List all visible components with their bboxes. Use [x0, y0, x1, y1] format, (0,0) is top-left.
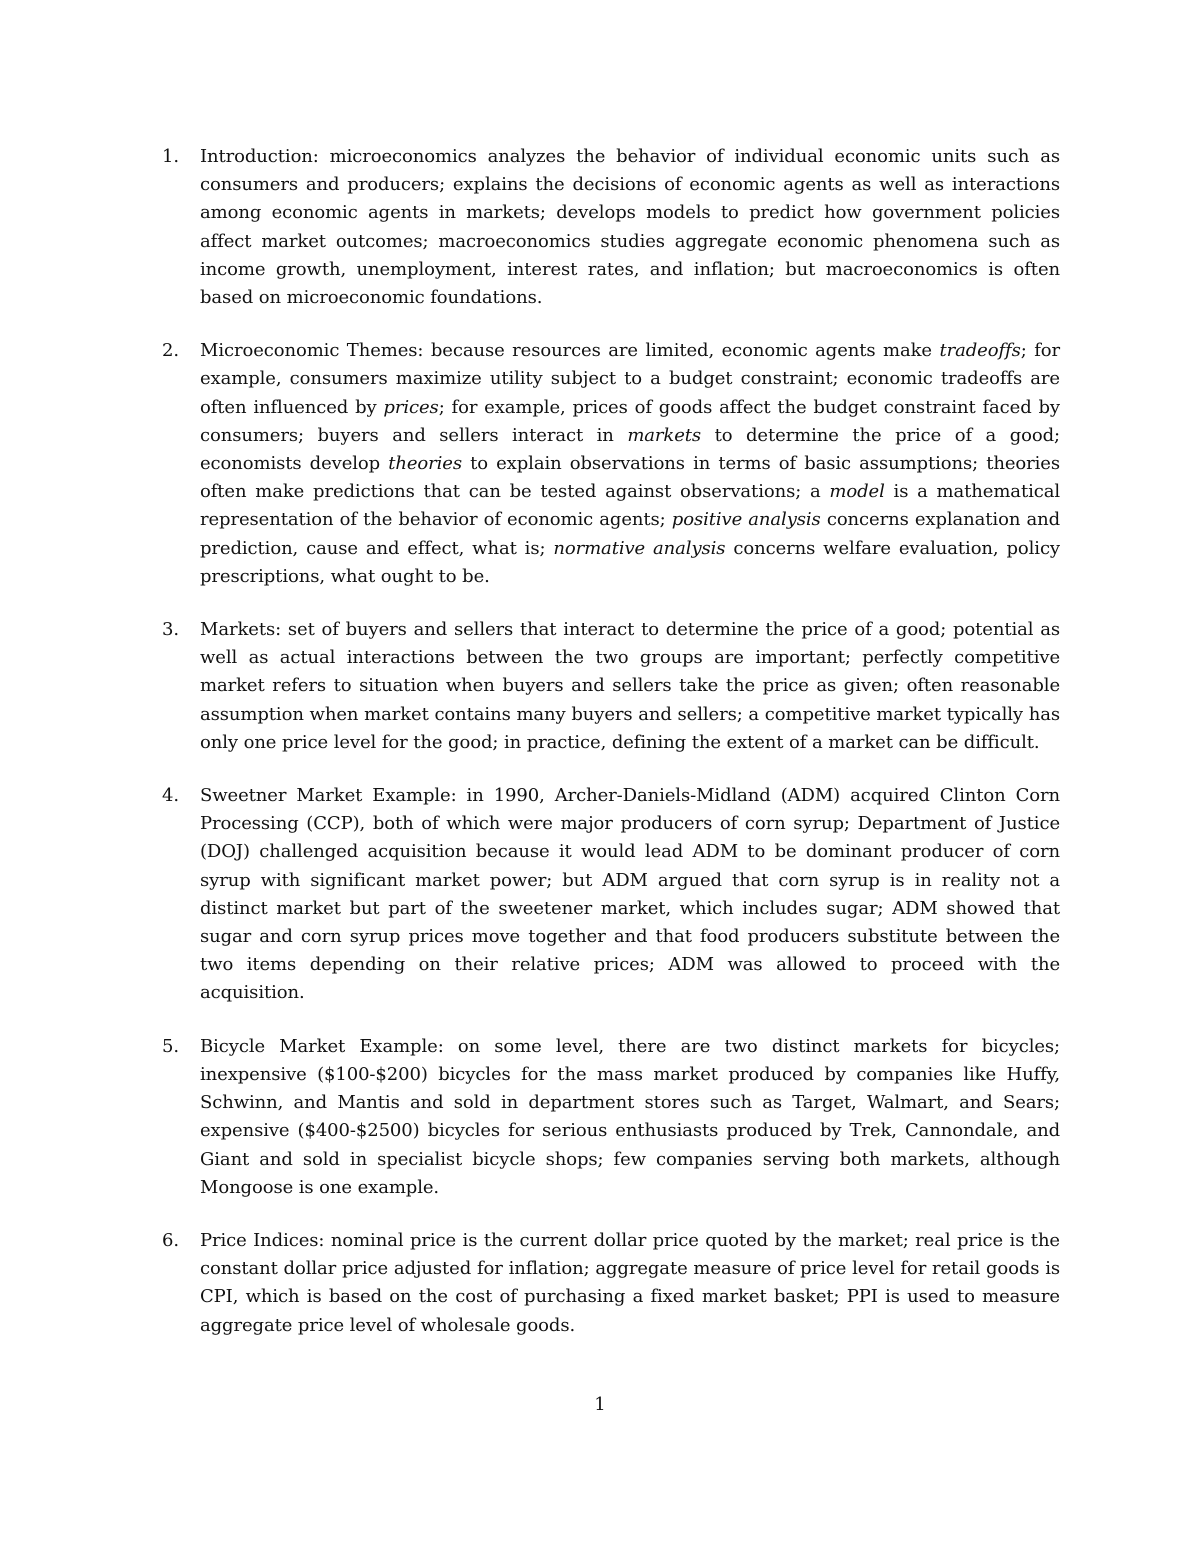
numbered-item-list	[162, 143, 1060, 1365]
text-segment: Markets: set of buyers and sellers that interact to determine the price of a good; potential as well as actual interactions between the two groups are important; perfectly competitive market refers to situation when buyers and sellers take the price as given; often reasonable assumption when market contains many buyers and sellers; a competitive market typically has only one price level for the good; in practice, defining the extent of a market can be difficult.	[200, 619, 1060, 753]
emphasized-term: positive analysis	[671, 509, 821, 531]
item-text	[200, 1036, 1060, 1198]
item-text	[200, 619, 1060, 753]
list-item	[162, 143, 1060, 312]
text-segment: Microeconomic Themes: because resources are limited, economic agents make	[200, 340, 940, 362]
list-item	[162, 782, 1060, 1008]
text-segment: is a mathematical representation of the behavior of economic agents;	[200, 481, 1060, 531]
text-segment: Price Indices: nominal price is the current dollar price quoted by the market; real price is the constant dollar price adjusted for inflation; aggregate measure of price level for retail goods is CPI, which is based on the cost of purchasing a fixed market basket; PPI is used to measure aggregate price level of wholesale goods.	[200, 1229, 1060, 1336]
list-item	[162, 616, 1060, 757]
item-text	[200, 340, 1060, 587]
list-item	[162, 337, 1060, 591]
text-segment: Introduction: microeconomics analyzes the behavior of individual economic units such as consumers and producers; explains the decisions of economic agents as well as interactions among economic agents in markets; develops models to predict how government policies affect market outcomes; macroeconomics studies aggregate economic phenomena such as income growth, unemployment, interest rates, and inflation; but macroeconomics is often based on microeconomic foundations.	[200, 146, 1060, 309]
list-item	[162, 1033, 1060, 1202]
item-number: 5.	[162, 1035, 179, 1057]
text-segment: concerns explanation and prediction, cause and effect, what is;	[200, 509, 1061, 559]
emphasized-term: markets	[627, 424, 702, 446]
text-segment: to explain observations in terms of basic assumptions; theories often make predictions that can be tested against observations; a	[200, 453, 1060, 503]
item-number: 4.	[162, 785, 179, 807]
item-text	[200, 146, 1060, 308]
item-number: 2.	[162, 340, 179, 362]
text-segment: ; for example, prices of goods affect the budget constraint faced by consumers; buyers and sellers interact in	[200, 396, 1060, 446]
emphasized-term: model	[829, 481, 885, 503]
text-segment: ; for example, consumers maximize utility subject to a budget constraint; economic tradeoffs are often influenced by	[200, 340, 1060, 418]
page-number: 1	[594, 1394, 606, 1415]
list-item	[162, 1227, 1060, 1340]
emphasized-term: prices	[383, 396, 439, 418]
item-number: 1.	[162, 146, 179, 167]
item-number: 6.	[162, 1229, 179, 1251]
item-text	[200, 785, 1060, 1003]
item-number: 3.	[162, 619, 179, 641]
text-segment: concerns welfare evaluation, policy prescriptions, what ought to be.	[200, 537, 1060, 587]
text-segment: to determine the price of a good; economists develop	[200, 424, 1060, 475]
text-segment: Bicycle Market Example: on some level, there are two distinct markets for bicycles; inexpensive ($100-$200) bicycles for the mass market produced by companies like Huffy, Schwinn, and Mantis and sold in department stores such as Target, Walmart, and Sears; expensive ($400-$2500) bicycles for serious enthusiasts produced by Trek, Cannondale, and Giant and sold in specialist bicycle shops; few companies serving both markets, although Mongoose is one example.	[200, 1035, 1060, 1198]
item-text	[200, 1230, 1060, 1336]
emphasized-term: tradeoffs	[939, 340, 1021, 362]
emphasized-term: normative analysis	[553, 537, 726, 559]
text-segment: Sweetner Market Example: in 1990, Archer-Daniels-Midland (ADM) acquired Clinton Corn Processing (CCP), both of which were major producers of corn syrup; Department of Justice (DOJ) challenged acquisition because it would lead ADM to be dominant producer of corn syrup with significant market power; but ADM argued that corn syrup is in reality not a distinct market but part of the sweetener market, which includes sugar; ADM showed that sugar and corn syrup prices move together and that food producers substitute between the two items depending on their relative prices; ADM was allowed to proceed with the acquisition.	[200, 785, 1060, 1004]
emphasized-term: theories	[388, 453, 462, 475]
